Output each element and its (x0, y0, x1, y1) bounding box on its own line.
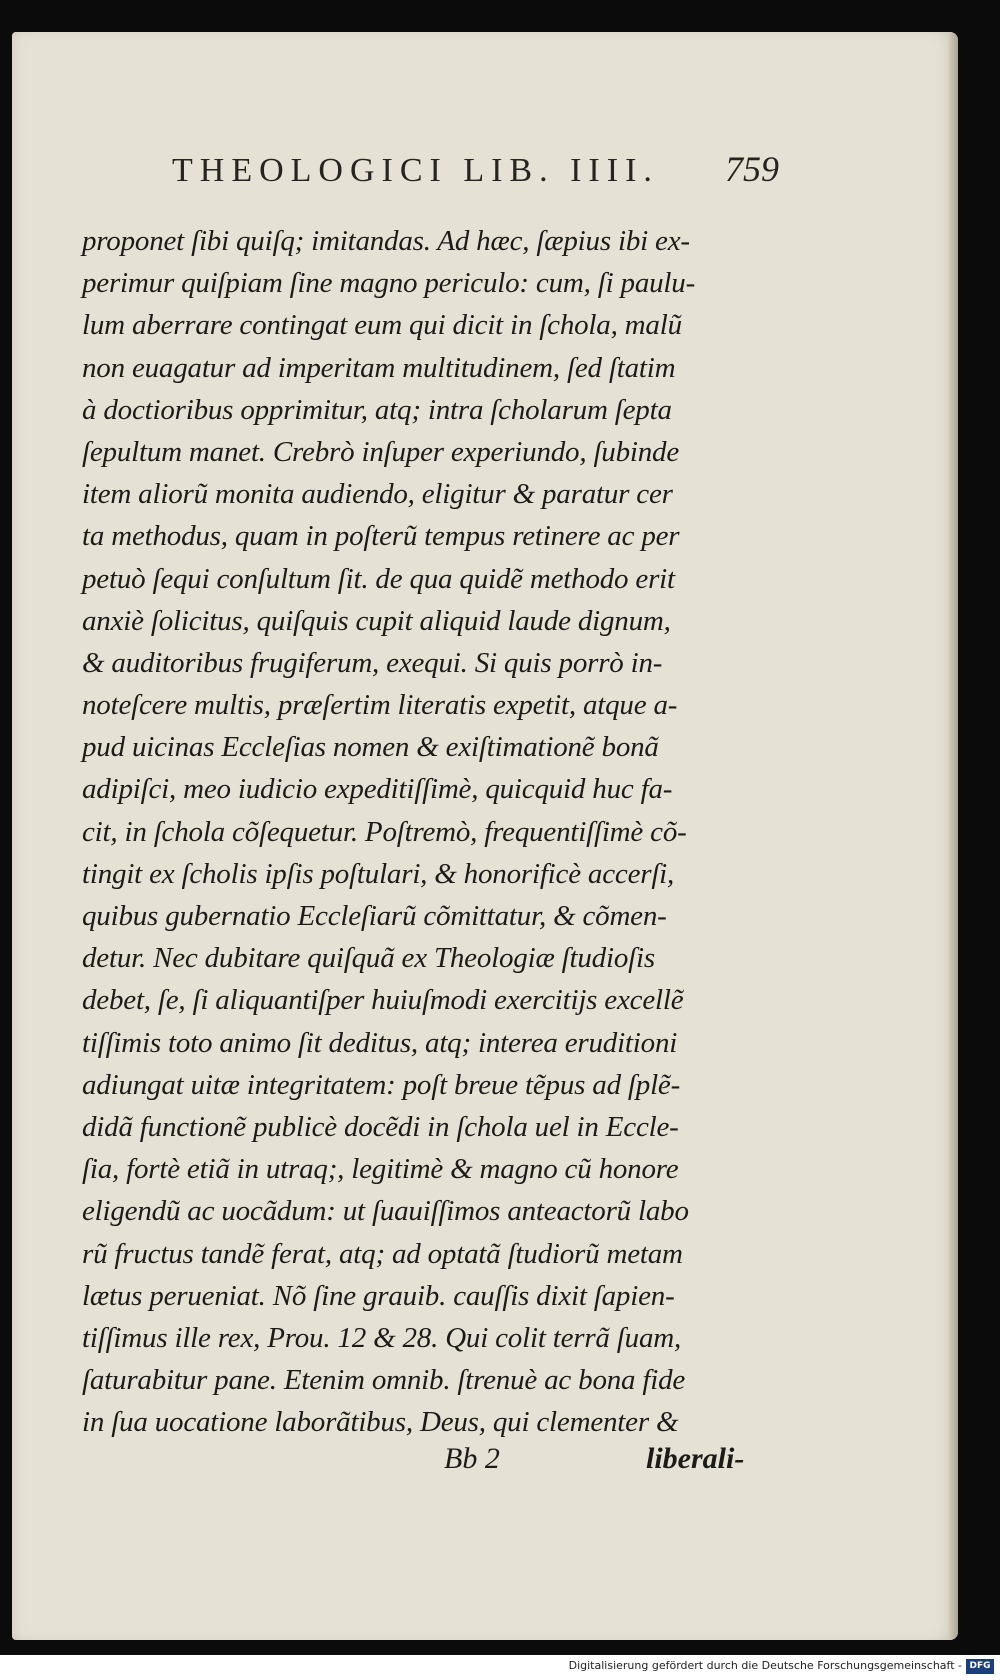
catchword: liberali- (646, 1442, 745, 1475)
text-line: lum aberrare contingat eum qui dicit in ſchola, malũ (82, 309, 682, 342)
text-line: ta methodus, quam in poſterũ tempus retinere ac per (82, 520, 680, 553)
running-title: THEOLOGICI LIB. IIII. (172, 152, 659, 189)
text-line: in ſua uocatione laborãtibus, Deus, qui clementer & (82, 1406, 679, 1439)
text-line: tingit ex ſcholis ipſis poſtulari, & honorificè accerſi, (82, 857, 675, 890)
digitization-credit: Digitalisierung gefördert durch die Deutsche Forschungsgemeinschaft - (568, 1659, 962, 1672)
signature-mark: Bb 2 (444, 1442, 500, 1475)
text-line: adiungat uitæ integritatem: poſt breue tẽpus ad ſplẽ- (82, 1068, 681, 1101)
text-line: item aliorũ monita audiendo, eligitur & paratur cer (82, 478, 673, 511)
text-line: eligendũ ac uocãdum: ut ſuauiſſimos anteactorũ labo (82, 1195, 689, 1228)
page-edge-shadow (948, 32, 958, 1640)
text-line: ſepultum manet. Crebrò inſuper experiundo, ſubinde (82, 435, 680, 468)
body-text (82, 220, 797, 1443)
text-line: tiſſimis toto animo ſit deditus, atq; interea eruditioni (82, 1026, 678, 1059)
text-line: detur. Nec dubitare quiſquã ex Theologiæ ſtudioſis (82, 942, 655, 975)
text-line: cit, in ſchola cõſequetur. Poſtremò, frequentiſſimè cõ- (82, 815, 687, 848)
text-line: non euagatur ad imperitam multitudinem, ſed ſtatim (82, 351, 676, 384)
text-line: à doctioribus opprimitur, atq; intra ſcholarum ſepta (82, 393, 672, 426)
text-line: noteſcere multis, præſertim literatis expetit, atque a- (82, 689, 678, 722)
text-line: ſaturabitur pane. Etenim omnib. ſtrenuè ac bona fide (82, 1364, 686, 1397)
page-footer (12, 1440, 958, 1490)
text-line: rũ fructus tandẽ ferat, atq; ad optatã ſtudiorũ metam (82, 1237, 683, 1270)
text-line: & auditoribus frugiferum, exequi. Si quis porrò in- (82, 646, 663, 679)
text-line: debet, ſe, ſi aliquantiſper huiuſmodi exercitijs excellẽ (82, 984, 684, 1017)
text-line: tiſſimus ille rex, Prou. 12 & 28. Qui colit terrã ſuam, (82, 1321, 682, 1354)
text-line: pud uicinas Eccleſias nomen & exiſtimationẽ bonã (82, 731, 659, 764)
text-line: adipiſci, meo iudicio expeditiſſimè, quicquid huc fa- (82, 773, 673, 806)
text-line: quibus gubernatio Eccleſiarũ cõmittatur, & cõmen- (82, 900, 667, 932)
text-line: anxiè ſolicitus, quiſquis cupit aliquid laude dignum, (82, 604, 671, 637)
text-line: ſia, fortè etiã in utraq;, legitimè & magno cũ honore (82, 1153, 679, 1186)
text-line: perітur quiſpiam ſine magno periculo: cum, ſi paulu- (82, 267, 696, 300)
page-number: 759 (725, 149, 779, 189)
text-line: proponet ſibi quiſq; imitandas. Ad hæc, ſæpius ibi ex- (82, 225, 690, 257)
text-line: lætus perueniat. Nõ ſine grauib. cauſſis dixit ſapien- (82, 1279, 675, 1312)
running-header (12, 142, 958, 202)
book-page (12, 32, 958, 1640)
dfg-logo-icon: DFG (966, 1659, 994, 1674)
text-line: petuò ſequi conſultum ſit. de qua quidẽ methodo erit (82, 562, 675, 595)
text-line: didã functionẽ publicè docẽdi in ſchola uel in Eccle- (82, 1110, 679, 1143)
digitization-credit-bar (0, 1655, 1000, 1680)
